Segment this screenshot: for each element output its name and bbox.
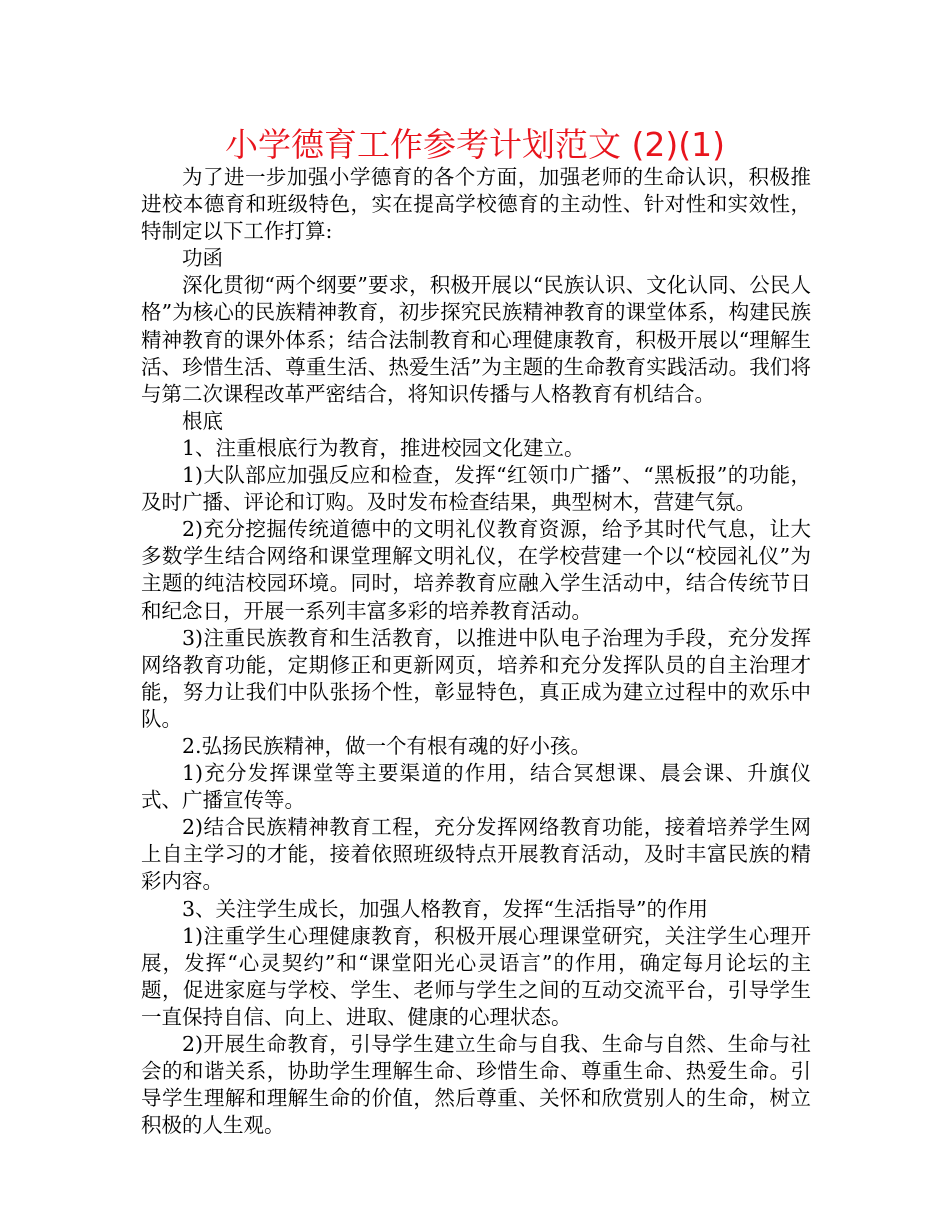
paragraph: 深化贯彻“两个纲要”要求，积极开展以“民族认识、文化认同、公民人格”为核心的民族精神教育，初步探究民族精神教育的课堂体系，构建民族精神教育的课外体系；结合法制教育和心理健康教育，积极开展以“理解生活、珍惜生活、尊重生活、热爱生活”为主题的生命教育实践活动。我们将与第二次课程改革严密结合，将知识传播与人格教育有机结合。 bbox=[141, 273, 811, 406]
paragraph: 1、注重根底行为教育，推进校园文化建立。 bbox=[182, 435, 585, 460]
paragraph: 2)充分挖掘传统道德中的文明礼仪教育资源，给予其时代气息，让大多数学生结合网络和课堂理解文明礼仪，在学校营建一个以“校园礼仪”为主题的纯洁校园环境。同时，培养教育应融入学生活动中，结合传统节日和纪念日，开展一系列丰富多彩的培养教育活动。 bbox=[141, 517, 811, 623]
document-title: 小学德育工作参考计划范文 (2)(1) bbox=[225, 125, 725, 164]
paragraph: 3、关注学生成长，加强人格教育，发挥“生活指导”的作用 bbox=[182, 896, 709, 921]
paragraph: 1)大队部应加强反应和检查，发挥“红领巾广播”、“黑板报”的功能，及时广播、评论和订购。及时发布检查结果，典型树木，营建气氛。 bbox=[141, 463, 811, 515]
paragraph: 2)开展生命教育，引导学生建立生命与自我、生命与自然、生命与社会的和谐关系，协助学生理解生命、珍惜生命、尊重生命、热爱生命。引导学生理解和理解生命的价值，然后尊重、关怀和欣赏别人的生命，树立积极的人生观。 bbox=[141, 1032, 811, 1138]
paragraph: 1)注重学生心理健康教育，积极开展心理课堂研究，关注学生心理开展，发挥“心灵契约”和“课堂阳光心灵语言”的作用，确定每月论坛的主题，促进家庭与学校、学生、老师与学生之间的互动交流平台，引导学生一直保持自信、向上、进取、健康的心理状态。 bbox=[141, 923, 811, 1029]
paragraph: 3)注重民族教育和生活教育，以推进中队电子治理为手段，充分发挥网络教育功能，定期修正和更新网页，培养和充分发挥队员的自主治理才能，努力让我们中队张扬个性，彰显特色，真正成为建立过程中的欢乐中队。 bbox=[141, 625, 811, 731]
paragraph: 1)充分发挥课堂等主要渠道的作用，结合冥想课、晨会课、升旗仪式、广播宣传等。 bbox=[141, 761, 811, 813]
section-heading: 根底 bbox=[182, 408, 223, 433]
paragraph: 2.弘扬民族精神，做一个有根有魂的好小孩。 bbox=[182, 733, 592, 758]
document-body bbox=[141, 164, 811, 1139]
paragraph: 为了进一步加强小学德育的各个方面，加强老师的生命认识，积极推进校本德育和班级特色，实在提高学校德育的主动性、针对性和实效性，特制定以下工作打算: bbox=[141, 165, 811, 244]
paragraph: 2)结合民族精神教育工程，充分发挥网络教育功能，接着培养学生网上自主学习的才能，接着依照班级特点开展教育活动，及时丰富民族的精彩内容。 bbox=[141, 815, 811, 894]
section-heading: 功函 bbox=[182, 246, 223, 271]
